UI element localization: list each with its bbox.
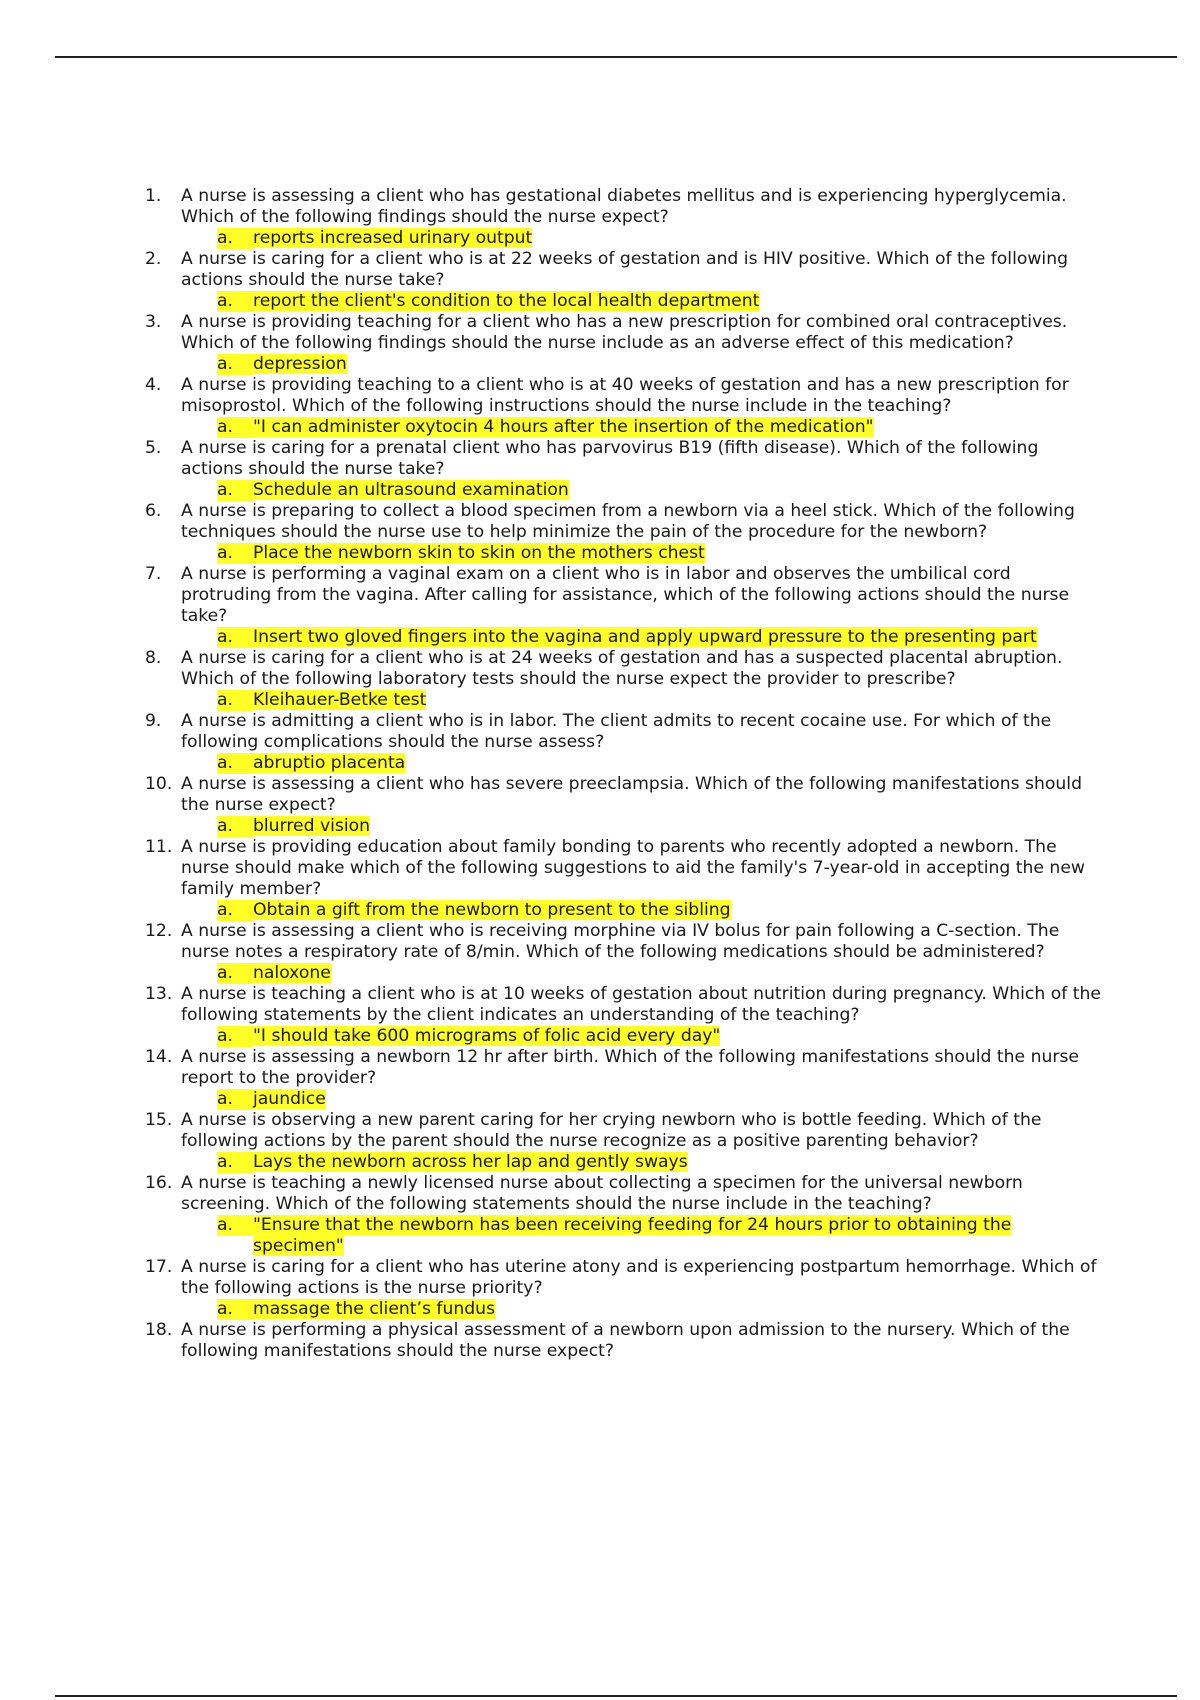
answer-letter: a. <box>217 1089 253 1110</box>
answer-text-container <box>253 291 1105 312</box>
answer-letter: a. <box>217 1152 253 1173</box>
question-row <box>145 438 1105 480</box>
question-row <box>145 501 1105 543</box>
answer-text-container <box>253 900 1105 921</box>
answer-text-container <box>253 1026 1105 1047</box>
answer-text-container <box>253 228 1105 249</box>
question-item <box>145 1110 1105 1173</box>
answer-text-container <box>253 1089 1105 1110</box>
question-item <box>145 984 1105 1047</box>
answer-text-container <box>253 480 1105 501</box>
answer-row <box>217 816 1105 837</box>
answer-text-container <box>253 354 1105 375</box>
question-list <box>145 186 1105 1362</box>
question-item <box>145 375 1105 438</box>
question-number: 17. <box>145 1257 173 1277</box>
question-row <box>145 375 1105 417</box>
answer-text-container <box>253 543 1105 564</box>
question-item <box>145 186 1105 249</box>
answer-row <box>217 1089 1105 1110</box>
question-number: 7. <box>145 564 162 584</box>
question-number: 13. <box>145 984 173 1004</box>
answer-text-container <box>253 1299 1105 1320</box>
question-row <box>145 921 1105 963</box>
answer-highlight: blurred vision <box>253 816 371 836</box>
answer-letter: a. <box>217 627 253 648</box>
question-text: A nurse is admitting a client who is in labor. The client admits to recent cocaine use. For which of the following complications should the nurse assess? <box>181 711 1052 752</box>
answer-highlight: "I can administer oxytocin 4 hours after the insertion of the medication" <box>253 417 874 437</box>
question-row <box>145 249 1105 291</box>
question-text: A nurse is assessing a client who has severe preeclampsia. Which of the following manifestations should the nurse expect? <box>181 774 1082 815</box>
answer-letter: a. <box>217 417 253 438</box>
question-item <box>145 312 1105 375</box>
answer-row <box>217 690 1105 711</box>
answer-row <box>217 354 1105 375</box>
question-text: A nurse is preparing to collect a blood specimen from a newborn via a heel stick. Which of the following techniques should the nurse use to help minimize the pain of the procedure for the newborn? <box>181 501 1075 542</box>
answer-highlight: naloxone <box>253 963 331 983</box>
question-text: A nurse is assessing a client who has gestational diabetes mellitus and is experiencing hyperglycemia. Which of the following findings should the nurse expect? <box>181 186 1067 227</box>
question-item <box>145 438 1105 501</box>
answer-letter: a. <box>217 228 253 249</box>
answer-text-container <box>253 753 1105 774</box>
question-row <box>145 312 1105 354</box>
answer-highlight: Kleihauer-Betke test <box>253 690 427 710</box>
answer-row <box>217 291 1105 312</box>
question-row <box>145 1110 1105 1152</box>
answer-text-container <box>253 816 1105 837</box>
answer-text-container <box>253 1215 1105 1257</box>
question-row <box>145 711 1105 753</box>
answer-row <box>217 543 1105 564</box>
question-number: 8. <box>145 648 162 668</box>
question-text: A nurse is teaching a client who is at 10 weeks of gestation about nutrition during pregnancy. Which of the following statements by the client indicates an understanding of the teaching? <box>181 984 1101 1025</box>
question-item <box>145 648 1105 711</box>
answer-highlight: reports increased urinary output <box>253 228 533 248</box>
question-number: 2. <box>145 249 162 269</box>
answer-letter: a. <box>217 291 253 312</box>
answer-letter: a. <box>217 1026 253 1047</box>
answer-letter: a. <box>217 1215 253 1236</box>
question-number: 3. <box>145 312 162 332</box>
answer-letter: a. <box>217 1299 253 1320</box>
question-row <box>145 1257 1105 1299</box>
answer-highlight: depression <box>253 354 347 374</box>
question-number: 10. <box>145 774 173 794</box>
question-text: A nurse is providing teaching for a client who has a new prescription for combined oral contraceptives. Which of the following findings should the nurse include as an adverse effect of this medication? <box>181 312 1068 353</box>
answer-highlight: Obtain a gift from the newborn to present to the sibling <box>253 900 731 920</box>
question-item <box>145 774 1105 837</box>
question-item <box>145 711 1105 774</box>
answer-letter: a. <box>217 690 253 711</box>
answer-letter: a. <box>217 963 253 984</box>
question-row <box>145 1173 1105 1215</box>
question-number: 11. <box>145 837 173 857</box>
answer-row <box>217 1026 1105 1047</box>
question-text: A nurse is caring for a client who has uterine atony and is experiencing postpartum hemorrhage. Which of the following actions is the nurse priority? <box>181 1257 1097 1298</box>
question-row <box>145 1320 1105 1362</box>
answer-text-container <box>253 417 1105 438</box>
question-row <box>145 984 1105 1026</box>
answer-text-container <box>253 627 1105 648</box>
question-text: A nurse is assessing a client who is receiving morphine via IV bolus for pain following a C-section. The nurse notes a respiratory rate of 8/min. Which of the following medications should be administered? <box>181 921 1060 962</box>
answer-highlight: abruptio placenta <box>253 753 406 773</box>
top-rule <box>55 56 1177 58</box>
question-item <box>145 249 1105 312</box>
question-text: A nurse is providing education about family bonding to parents who recently adopted a newborn. The nurse should make which of the following suggestions to aid the family's 7-year-old in accepting the new family member? <box>181 837 1085 899</box>
answer-highlight: "I should take 600 micrograms of folic acid every day" <box>253 1026 721 1046</box>
answer-letter: a. <box>217 354 253 375</box>
answer-row <box>217 228 1105 249</box>
answer-highlight: Schedule an ultrasound examination <box>253 480 569 500</box>
question-row <box>145 564 1105 627</box>
question-item <box>145 921 1105 984</box>
question-number: 4. <box>145 375 162 395</box>
question-text: A nurse is performing a physical assessment of a newborn upon admission to the nursery. Which of the following manifestations should the nurse expect? <box>181 1320 1070 1361</box>
question-item <box>145 1173 1105 1257</box>
answer-text-container <box>253 1152 1105 1173</box>
question-text: A nurse is caring for a client who is at 22 weeks of gestation and is HIV positive. Which of the following actions should the nurse take? <box>181 249 1068 290</box>
answer-row <box>217 1299 1105 1320</box>
question-number: 18. <box>145 1320 173 1340</box>
question-number: 9. <box>145 711 162 731</box>
question-text: A nurse is providing teaching to a client who is at 40 weeks of gestation and has a new prescription for misoprostol. Which of the following instructions should the nurse include in the teaching? <box>181 375 1069 416</box>
question-number: 16. <box>145 1173 173 1193</box>
answer-letter: a. <box>217 816 253 837</box>
question-row <box>145 186 1105 228</box>
answer-text-container <box>253 690 1105 711</box>
answer-letter: a. <box>217 480 253 501</box>
question-item <box>145 501 1105 564</box>
answer-row <box>217 480 1105 501</box>
question-number: 5. <box>145 438 162 458</box>
answer-highlight: Lays the newborn across her lap and gently sways <box>253 1152 688 1172</box>
answer-row <box>217 753 1105 774</box>
question-number: 14. <box>145 1047 173 1067</box>
question-number: 6. <box>145 501 162 521</box>
answer-row <box>217 1215 1105 1257</box>
question-number: 1. <box>145 186 162 206</box>
question-row <box>145 1047 1105 1089</box>
answer-row <box>217 900 1105 921</box>
question-row <box>145 648 1105 690</box>
answer-text-container <box>253 963 1105 984</box>
answer-highlight: massage the client’s fundus <box>253 1299 496 1319</box>
question-text: A nurse is caring for a client who is at 24 weeks of gestation and has a suspected placental abruption. Which of the following laboratory tests should the nurse expect the provider to prescribe? <box>181 648 1063 689</box>
question-item <box>145 1047 1105 1110</box>
question-text: A nurse is performing a vaginal exam on a client who is in labor and observes the umbilical cord protruding from the vagina. After calling for assistance, which of the following actions should the nurse take? <box>181 564 1070 626</box>
question-number: 12. <box>145 921 173 941</box>
answer-row <box>217 417 1105 438</box>
answer-row <box>217 1152 1105 1173</box>
question-item <box>145 564 1105 648</box>
answer-highlight: Insert two gloved fingers into the vagina and apply upward pressure to the presenting part <box>253 627 1037 647</box>
answer-row <box>217 963 1105 984</box>
answer-letter: a. <box>217 543 253 564</box>
answer-highlight: report the client's condition to the local health department <box>253 291 760 311</box>
answer-highlight: Place the newborn skin to skin on the mothers chest <box>253 543 705 563</box>
answer-highlight: jaundice <box>253 1089 326 1109</box>
question-item <box>145 837 1105 921</box>
question-row <box>145 837 1105 900</box>
bottom-rule <box>55 1695 1177 1697</box>
question-row <box>145 774 1105 816</box>
answer-highlight: "Ensure that the newborn has been receiving feeding for 24 hours prior to obtaining the specimen" <box>253 1215 1012 1256</box>
answer-letter: a. <box>217 753 253 774</box>
question-text: A nurse is caring for a prenatal client who has parvovirus B19 (fifth disease). Which of the following actions should the nurse take? <box>181 438 1039 479</box>
question-number: 15. <box>145 1110 173 1130</box>
answer-letter: a. <box>217 900 253 921</box>
answer-row <box>217 627 1105 648</box>
question-text: A nurse is assessing a newborn 12 hr after birth. Which of the following manifestations should the nurse report to the provider? <box>181 1047 1079 1088</box>
question-text: A nurse is teaching a newly licensed nurse about collecting a specimen for the universal newborn screening. Which of the following statements should the nurse include in the teaching? <box>181 1173 1023 1214</box>
question-text: A nurse is observing a new parent caring for her crying newborn who is bottle feeding. Which of the following actions by the parent should the nurse recognize as a positive parenting behavior? <box>181 1110 1042 1151</box>
question-item <box>145 1257 1105 1320</box>
question-item <box>145 1320 1105 1362</box>
